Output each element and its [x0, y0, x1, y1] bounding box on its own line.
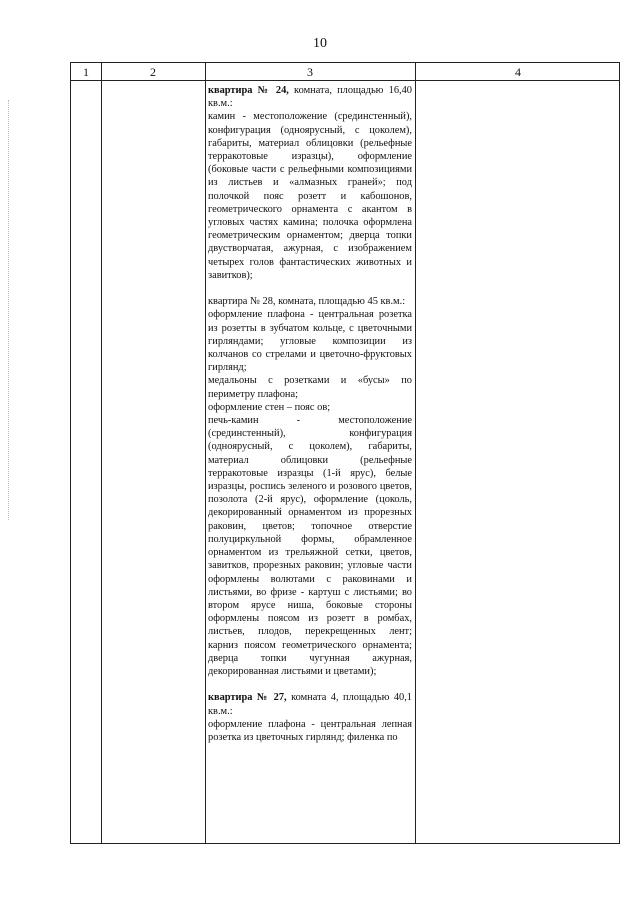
- entry-line: оформление стен – пояс ов;: [208, 401, 331, 413]
- column-divider-2: [205, 63, 206, 843]
- entry-text-apartment-24: камин - местоположение (срединстенный), конфигурация (одноярусный, с цоколем), габариты, материал облицовки (рельефные терракотовые изразцы), оформление (боковые части с рельефными композициями из листьев и «алмазных граней»; под полочкой пояс розетт и кабошонов, геометрического орнамента с акантом в угловых частях камина; полочка оформлена геометрическим орнаментом; дверца топки двустворчатая, ажурная, с изображением четырех голов фантастических животных и завитков);: [208, 111, 412, 281]
- page-number: 10: [313, 36, 327, 51]
- column-header-4: 4: [515, 65, 521, 79]
- description-cell: [208, 84, 412, 744]
- entry-line: оформление плафона - центральная розетка из розетты в зубчатом кольце, с цветочными гирляндами; угловые композиции из колчанов со стрелами и цветочно-фруктовых гирлянд;: [208, 309, 412, 374]
- entry-heading-apartment-28: квартира № 28, комната, площадью 45 кв.м.:: [208, 296, 406, 308]
- margin-dotted-line: [8, 100, 10, 520]
- entry-heading-apartment-24: квартира № 24, комната, площадью 16,40 кв.м.:: [208, 85, 413, 110]
- header-divider: [71, 80, 619, 81]
- column-header-2: 2: [150, 65, 156, 79]
- entry-line: медальоны с розетками и «бусы» по периметру плафона;: [208, 375, 412, 400]
- document-table: [70, 62, 620, 844]
- entry-heading-apartment-27: квартира № 27, комната 4, площадью 40,1 кв.м.:: [208, 692, 412, 717]
- entry-text-apartment-27: оформление плафона - центральная лепная розетка из цветочных гирлянд; филенка по: [208, 718, 412, 743]
- column-header-3: 3: [307, 65, 313, 79]
- column-header-1: 1: [83, 65, 89, 79]
- column-divider-3: [415, 63, 416, 843]
- column-divider-1: [101, 63, 102, 843]
- entry-line: печь-камин - местоположение (срединстенный), конфигурация (одноярусный, с цоколем), габариты, материал облицовки (рельефные терракотовые изразцы (1-й ярус), белые изразцы, роспись зеленого и розового цветов, позолота (2-й ярус), оформление (цоколь, декорированный орнаментом из прорезных раковин, цветов; топочное отверстие полуциркульной формы, обрамленное орнаментом из трельяжной сетки, цветов, завитков, прорезных раковин; угловые части оформлены волютами с раковинами и листьями, во фризе - картуш с листьями; во втором ярусе ниша, боковые стороны оформлены поясом из розетт в ромбах, листьев, плодов, перекрещенных лент; карниз поясом геометрического орнамента; дверца топки чугунная ажурная, декорированная листьями и цветами);: [208, 415, 412, 677]
